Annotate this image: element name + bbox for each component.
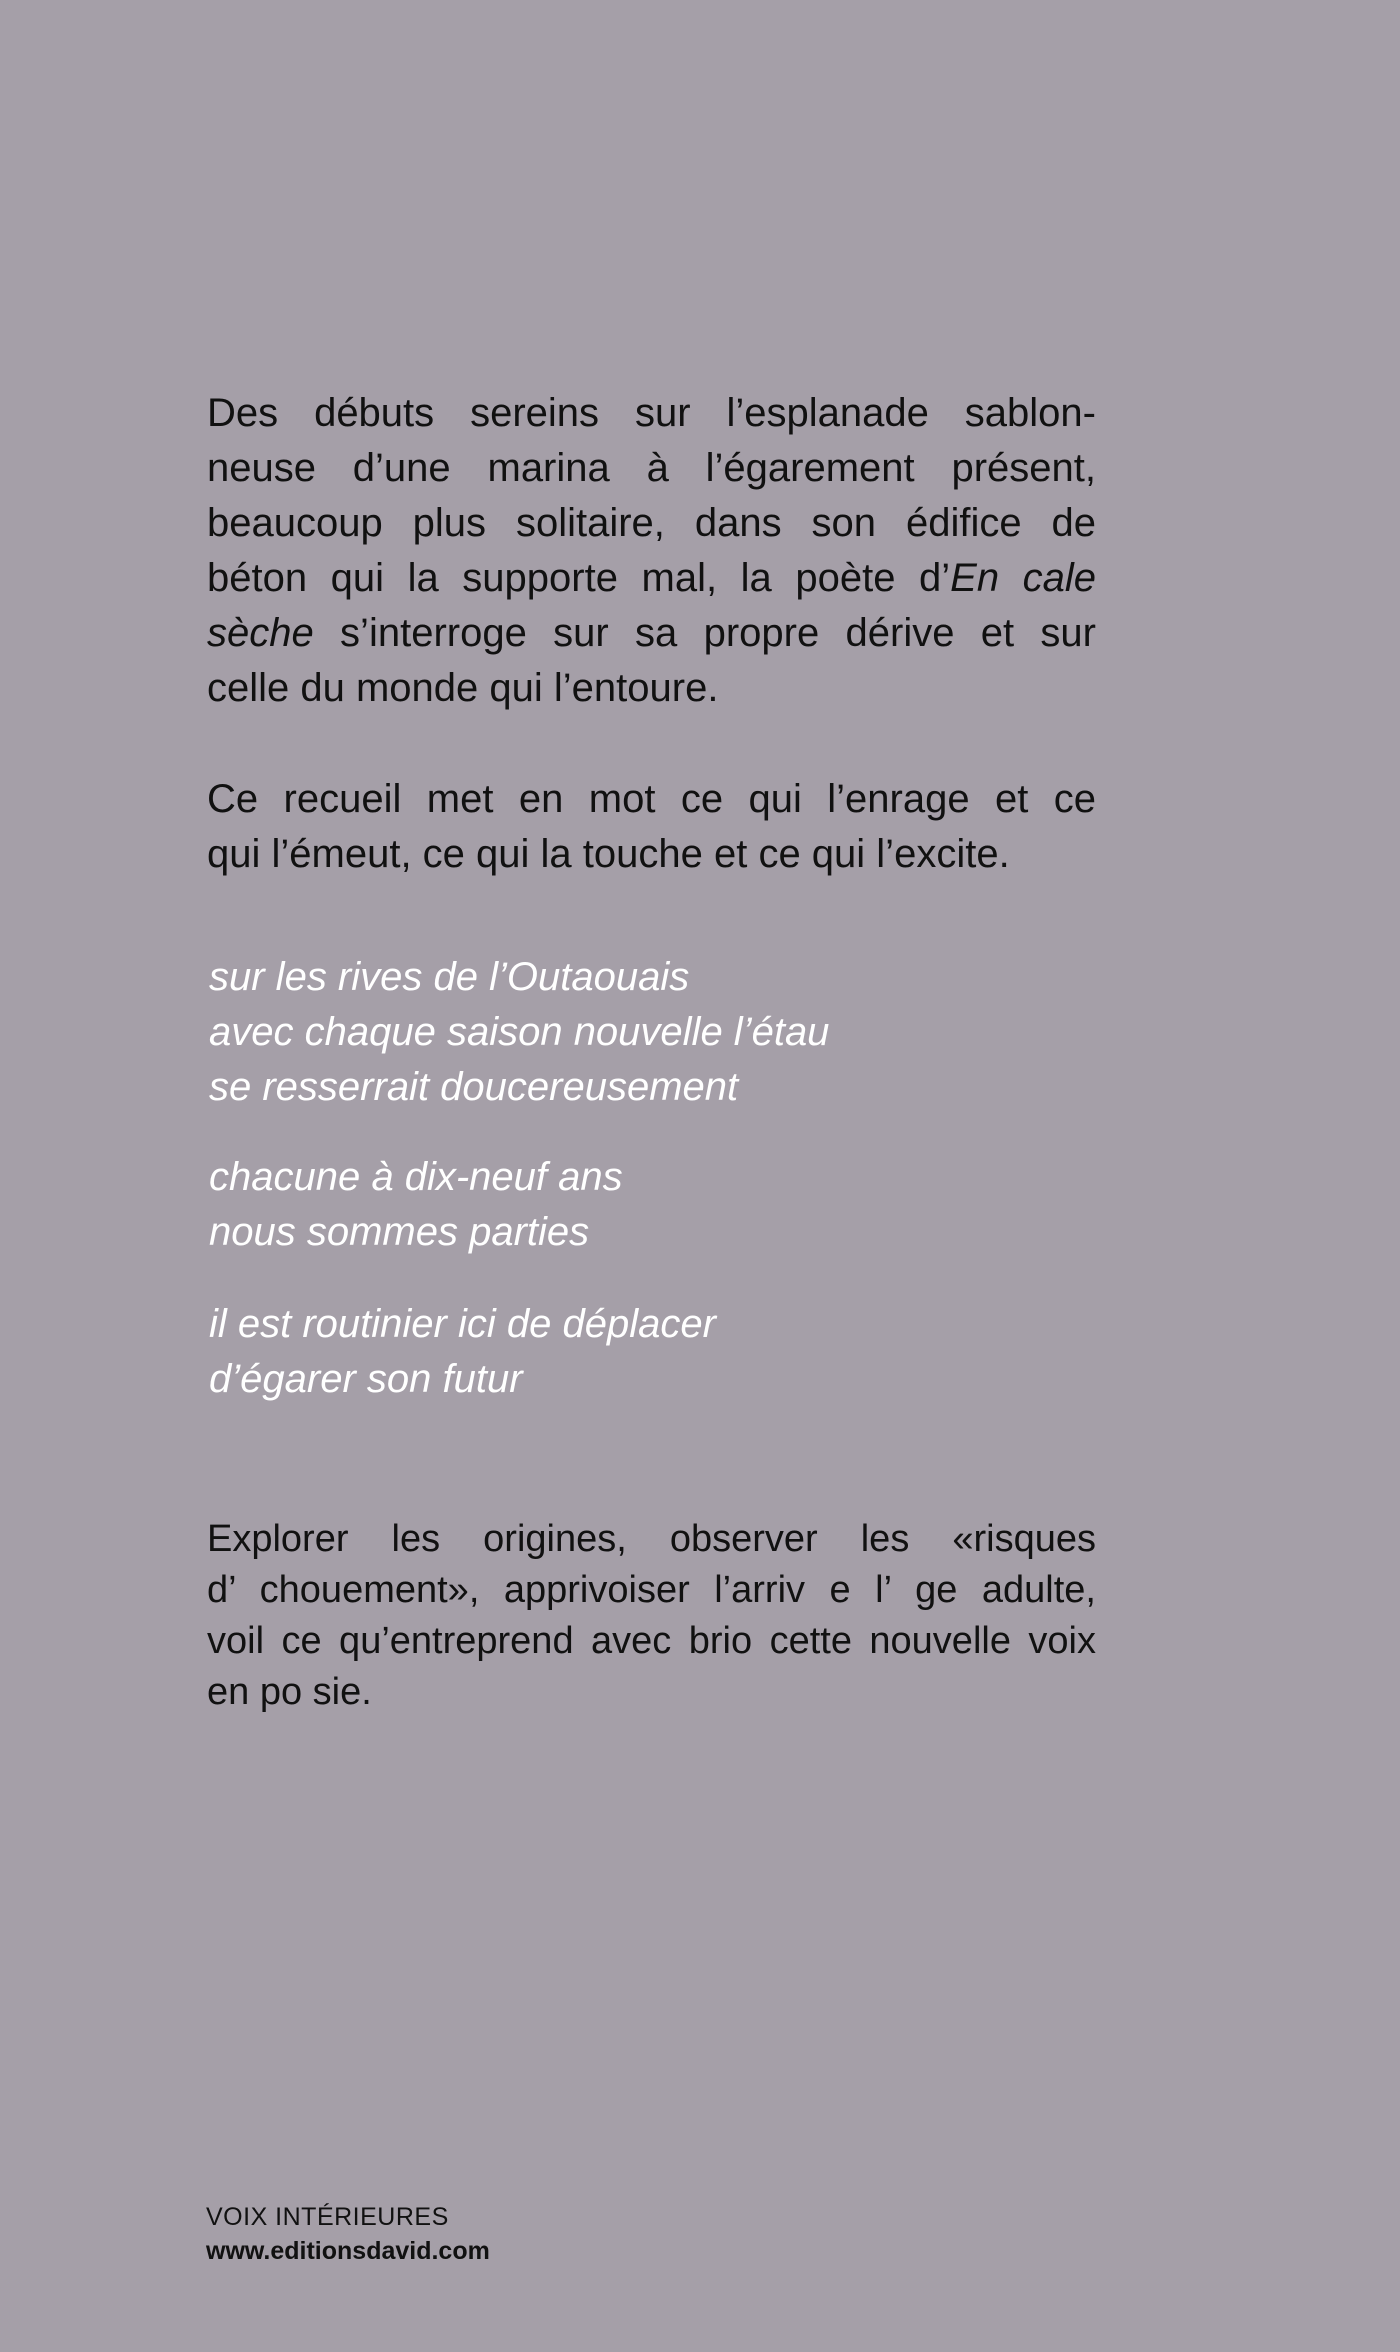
description-paragraph-1 (207, 386, 1096, 716)
text-line: Explorer les origines, observer les «risques (207, 1518, 1096, 1560)
series-name: VOIX INTÉRIEURES (206, 2203, 449, 2231)
text-line: d’ chouement», apprivoiser l’arriv e l’ ge adulte, (207, 1569, 1096, 1611)
poem-stanza-1 (209, 950, 1098, 1115)
text-line: Des débuts sereins sur l’esplanade sablon- (207, 391, 1096, 435)
text-line: Ce recueil met en mot ce qui l’enrage et ce (207, 777, 1096, 821)
text-line: neuse d’une marina à l’égarement présent, (207, 446, 1096, 490)
description-paragraph-2 (207, 772, 1096, 882)
poem-line: chacune à dix-neuf ans (209, 1155, 623, 1199)
poem-line: sur les rives de l’Outaouais (209, 955, 690, 999)
poem-line: avec chaque saison nouvelle l’étau (209, 1010, 830, 1054)
book-title-italic: sèche (207, 611, 314, 655)
poem-line: il est routinier ici de déplacer (209, 1302, 716, 1346)
text-line: en po sie. (207, 1671, 372, 1713)
text-segment: béton qui la supporte mal, la poète d’ (207, 556, 951, 600)
poem-line: se resserrait doucereusement (209, 1065, 739, 1109)
text-line: qui l’émeut, ce qui la touche et ce qui l’excite. (207, 832, 1010, 876)
poem-line: nous sommes parties (209, 1210, 590, 1254)
text-line: celle du monde qui l’entoure. (207, 666, 719, 710)
text-line (207, 606, 1096, 661)
publisher-footer (206, 2200, 490, 2268)
book-title-italic: En cale (950, 556, 1097, 600)
text-line: voil ce qu’entreprend avec brio cette nouvelle voix (207, 1620, 1096, 1662)
publisher-website-link[interactable]: www.editionsdavid.com (206, 2237, 490, 2265)
text-line: beaucoup plus solitaire, dans son édifice de (207, 501, 1096, 545)
poem-line: d’égarer son futur (209, 1357, 523, 1401)
description-paragraph-3 (207, 1514, 1096, 1718)
poem-stanza-2 (209, 1150, 1098, 1260)
text-segment: s’interroge sur sa propre dérive et sur (313, 611, 1096, 655)
text-line (207, 551, 1096, 606)
poem-stanza-3 (209, 1297, 1098, 1407)
